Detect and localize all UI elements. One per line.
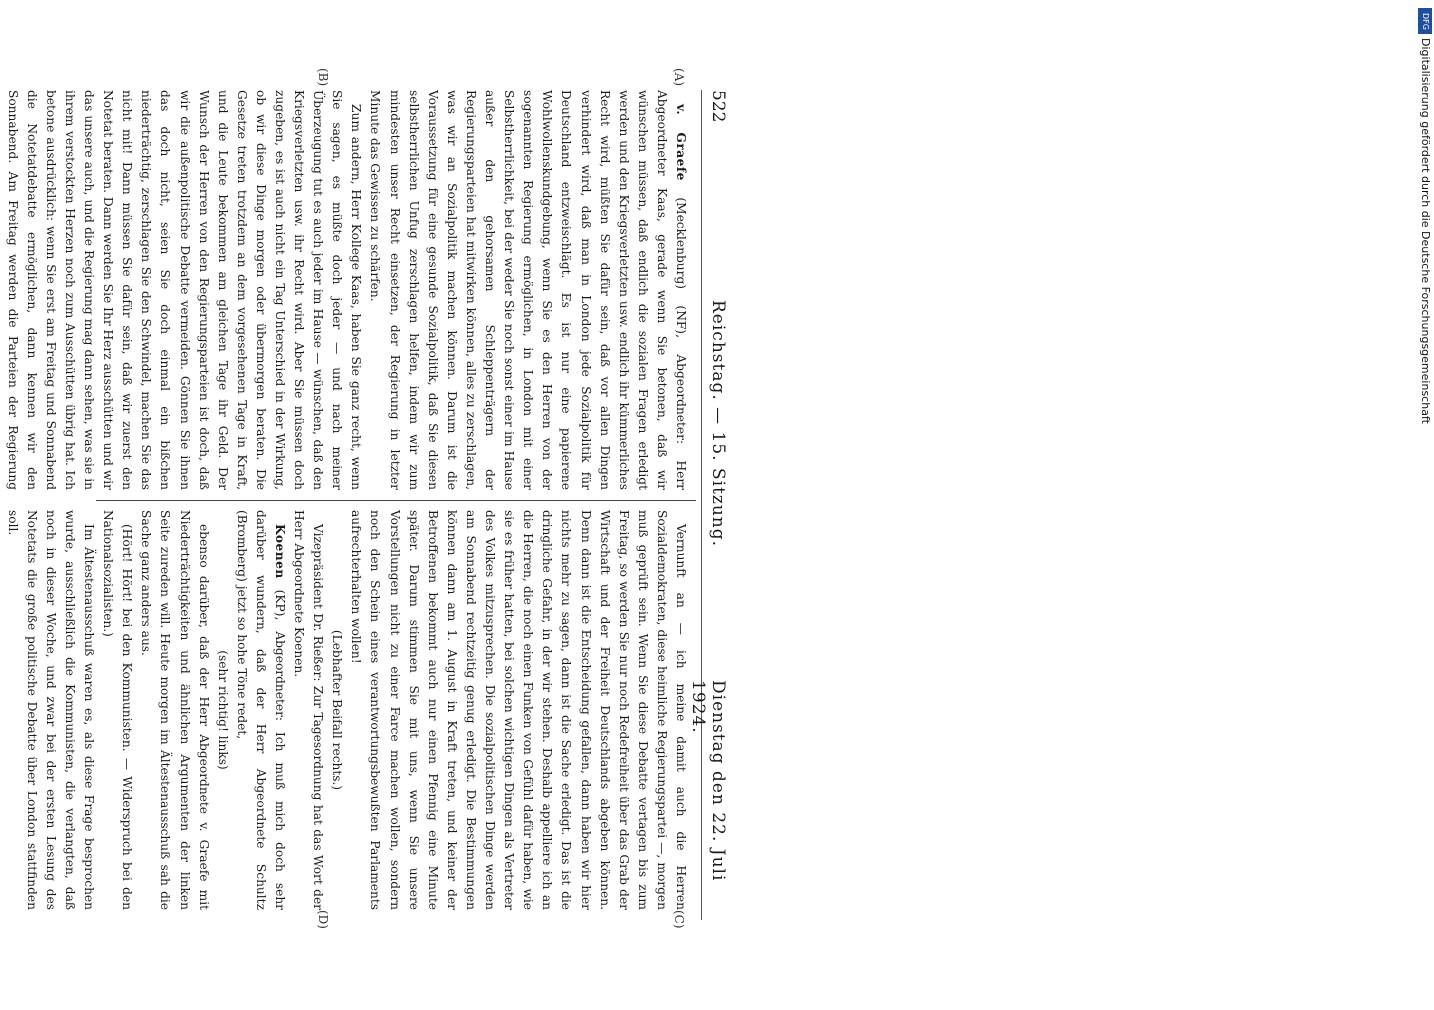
paragraph [365,90,690,490]
margin-mark-c: (C) [672,910,686,929]
speaker-name: Koenen [273,524,288,579]
paragraph-text: Im Ältestenausschuß waren es, als diese Frage besprochen wurde, ausschließlich die Kommunisten, die verlangten, daß noch in dieser Woche, und zwar bei der ersten Lesung des Notetats die große politische Debatte über London stattfinden soll. [5,510,97,910]
paragraph-text: (Mecklenburg) (NF), Abgeordneter: Herr Abgeordneter Kaas, gerade wenn Sie betonen, daß wir wünschen müssen, daß endlich die sozialen Fragen erledigt werden und den Kriegsverletzten usw. endlich ihr kümmerliches Recht wird, müßten Sie dafür sein, daß vor allen Dingen verhindert wird, daß man in London jede Sozialpolitik für Deutschland entzweischlägt. Es ist nur eine papierene Wohlwollenskundgebung, wenn Sie es den Herren von der sogenannten Regierung ermöglichen, in London mit einer Selbstherrlichkeit, bei der weder Sie noch sonst einer im Hause außer den gehorsamen Schleppenträgern der Regierungsparteien hat mitwirken können, alles zu zerschlagen, was wir an Sozialpolitik machen können. Darum ist die Voraussetzung für eine gesunde Sozialpolitik, daß Sie diesen selbstherrlichen Unfug zerschlagen helfen, indem wir zum mindesten unser Recht einsetzen, der Regierung in letzter Minute das Gewissen zu schärfen. [368,90,688,490]
margin-mark-a: (A) [672,68,686,87]
paragraph [232,510,289,910]
funding-credit: Digitalisierung gefördert durch die Deutsche Forschungsgemeinschaft [1419,38,1432,424]
margin-mark-b: (B) [316,68,330,87]
page-header [688,90,730,920]
header-left-title: Reichstag. — 15. Sitzung. [708,300,728,548]
interjection: (sehr richtig! links) [215,650,230,770]
margin-mark-d: (D) [316,910,330,929]
paragraph [289,510,327,910]
paragraph [346,510,690,910]
paragraph [136,510,212,910]
column-divider [96,500,696,501]
scanned-page [5,10,1070,1010]
paragraph [3,510,98,910]
interjection [0,510,3,910]
speaker-name: v. Graefe [674,104,688,181]
interjection: (Hört! Hört! bei den Kommunisten. — Widerspruch bei den Nationalsozialisten.) [101,510,135,910]
right-column [5,510,690,911]
header-right-title: Dienstag den 22. Juli 1924. [688,680,728,882]
paragraph-text: (KP), Abgeordneter: Ich muß mich doch sehr darüber wundern, daß der Herr Abgeordnete Schultz (Bromberg) jetzt so hohe Töne redet, [234,510,288,911]
paragraph [0,90,365,490]
left-column [5,90,690,490]
paragraph-text: ebenso darüber, daß der Herr Abgeordnete v. Graefe mit Niederträchtigkeiten und ähnlichen Argumenten der linken Seite zureden will. Heute morgen im Ältestenausschuß sah die Sache ganz anders aus. [139,510,211,910]
paragraph-text: Vernunft an — ich meine damit auch die Herren Sozialdemokraten, diese heimliche Regierungspartei —, morgen muß geprüft sein. Wenn Sie diese Debatte vertagen bis zum Freitag, so werden Sie nur noch Redefreiheit über das Grab der Wirtschaft und der Freiheit Deutschlands abgeben können. Denn dann ist die Entscheidung gefallen, dann haben wir hier nichts mehr zu sagen, dann ist die Sache erledigt. Das ist die dringliche Gefahr, in der wir stehen. Deshalb appelliere ich an die Herren, die noch einen Funken von Gefühl dafür haben, wie sie es früher hatten, bei solchen wichtigen Dingen als Vertreter des Volkes mitzusprechen. Die sozialpolitischen Dinge werden am Sonnabend rechtzeitig genug erledigt. Die Bestimmungen können dann am 1. August in Kraft treten, und keiner der Betroffenen bekommt auch nur einen Pfennig eine Minute später. Darum stimmen Sie mit uns, wenn Sie unsere Vorstellungen nicht zu einer Farce machen wollen, sondern noch den Schein eines verantwortungsbewußten Parlaments aufrechterhalten wollen! [349,510,688,910]
paragraph-text: Zum andern, Herr Kollege Kaas, haben Sie ganz recht, wenn Sie sagen, es müßte doch jeder — und nach meiner Überzeugung tut es auch jeder im Hause — wünschen, daß den Kriegsverletzten usw. ihr Recht wird. Aber Sie müssen doch zugeben, es ist auch nicht ein Tag Unterschied in der Wirkung, ob wir diese Dinge morgen oder übermorgen beraten. Die Gesetze treten trotzdem an dem vorgesehenen Tage in Kraft, und die Leute bekommen am gleichen Tage ihr Geld. Der Wunsch der Herren von den Regierungsparteien ist doch, daß wir die außenpolitische Debatte vermeiden. Gönnen Sie ihnen das doch nicht, seien Sie doch einmal ein bißchen niederträchtig, zerschlagen Sie den Schwindel, machen Sie das nicht mit! Dann müssen Sie dafür sein, daß wir zuerst den Notetat beraten. Dann werden Sie Ihr Herz ausschütten und wir das unsere auch, und die Regierung mag dann sehen, was sie in ihrem verstockten Herzen noch zum Ausschütten übrig hat. Ich betone ausdrücklich: wenn Sie erst am Freitag und Sonnabend die Notetatdebatte ermöglichen, dann kennen wir den Sonnabend. Am Freitag werden die Parteien der Regierung [5,90,364,490]
funding-sidebar [1418,8,1432,988]
rotated-page-content [5,68,730,929]
paragraph-text: Vizepräsident Dr. Rießer: Zur Tagesordnung hat das Wort der Herr Abgeordnete Koenen. [292,510,326,910]
interjection: (Lebhafter Beifall rechts.) [330,629,345,791]
page-number: 522 [708,90,728,123]
dfg-logo: DFG [1418,8,1432,34]
